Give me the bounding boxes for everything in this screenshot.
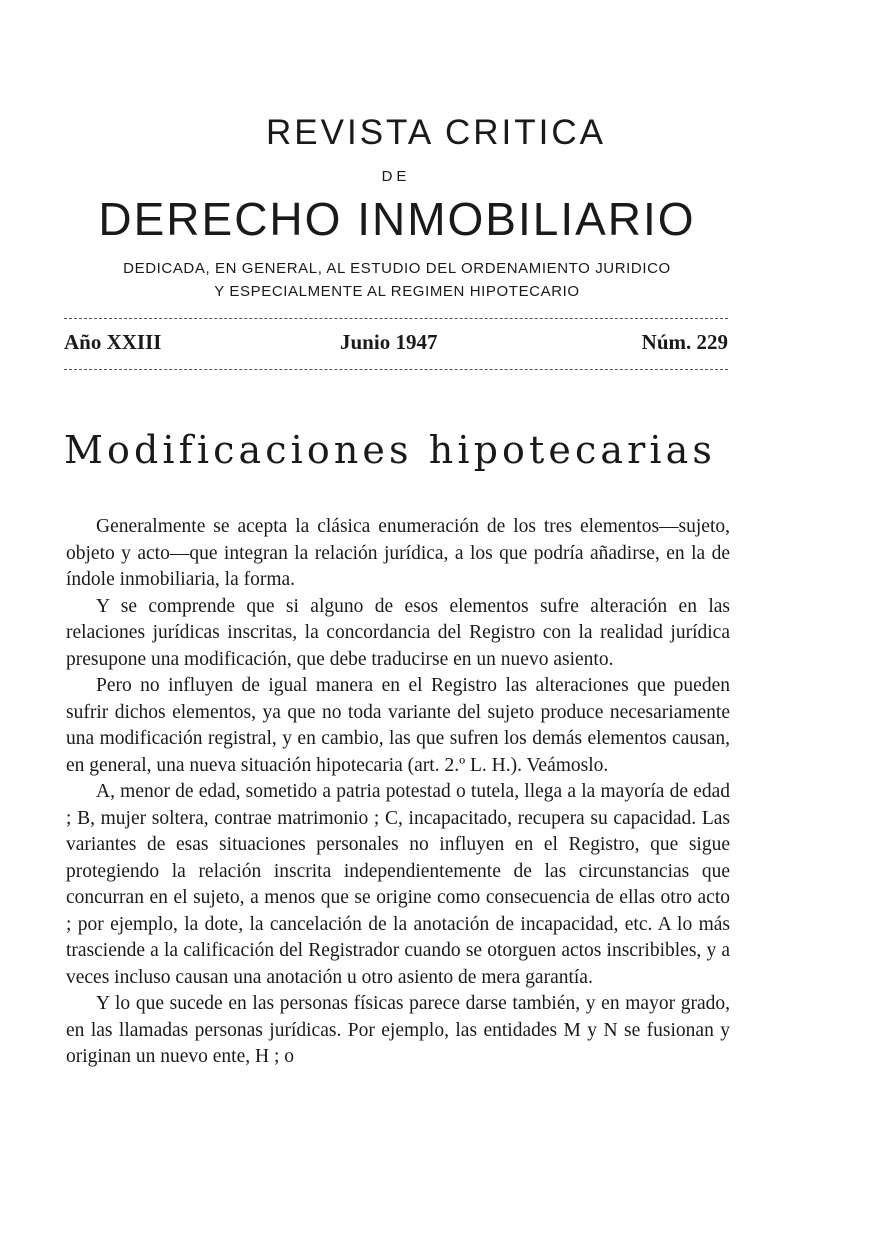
paragraph: Generalmente se acepta la clásica enumeración de los tres elementos—sujeto, objeto y acto—que integran la relación jurídica, a los que podría añadirse, en la de índole inmobiliaria, la forma. <box>66 516 730 590</box>
issue-date: Junio 1947 <box>340 330 438 354</box>
paragraph: Pero no influyen de igual manera en el Registro las alteraciones que pueden sufrir dichos elementos, ya que no toda variante del sujeto produce necesariamente una modificación registral, y en cambio, las que sufren los demás elementos causan, en general, una nueva situación hipotecaria (art. 2.º L. H.). Veámoslo. <box>66 675 730 776</box>
paragraph: A, menor de edad, sometido a patria potestad o tutela, llega a la mayoría de edad ; B, mujer soltera, contrae matrimonio ; C, incapacitado, recupera su capacidad. Las variantes de esas situaciones personales no influyen en el Registro, que sigue protegiendo la relación inscrita independientemente de las circunstancias que concurran en el sujeto, a menos que se origine como consecuencia de ellas otro acto ; por ejemplo, la dote, la cancelación de la anotación de incapacidad, etc. A lo más trasciende a la calificación del Registrador cuando se otorguen actos inscribibles, y a veces incluso causan una anotación u otro asiento de mera garantía. <box>66 781 730 988</box>
paragraph: Y lo que sucede en las personas físicas parece darse también, y en mayor grado, en las llamadas personas jurídicas. Por ejemplo, las entidades M y N se fusionan y originan un nuevo ente, H ; o <box>66 993 730 1067</box>
article-title: Modificaciones hipotecarias <box>64 428 716 472</box>
divider-bottom <box>64 369 728 370</box>
paragraph: Y se comprende que si alguno de esos elementos sufre alteración en las relaciones jurídicas inscritas, la concordancia del Registro con la realidad jurídica presupone una modificación, que debe traducirse en un nuevo asiento. <box>66 595 730 670</box>
journal-subtitle-line1: DEDICADA, EN GENERAL, AL ESTUDIO DEL ORDENAMIENTO JURIDICO <box>123 260 671 277</box>
issue-number: Núm. 229 <box>641 330 728 354</box>
journal-subtitle-line2: Y ESPECIALMENTE AL REGIMEN HIPOTECARIO <box>214 283 580 300</box>
journal-title-line1: REVISTA CRITICA <box>266 113 606 152</box>
journal-title-line2: DE <box>381 168 411 185</box>
journal-title-main: DERECHO INMOBILIARIO <box>98 193 696 245</box>
issue-year: Año XXIII <box>64 330 162 354</box>
issue-info <box>64 330 728 358</box>
article-body <box>66 514 730 1071</box>
divider-top <box>64 318 728 319</box>
